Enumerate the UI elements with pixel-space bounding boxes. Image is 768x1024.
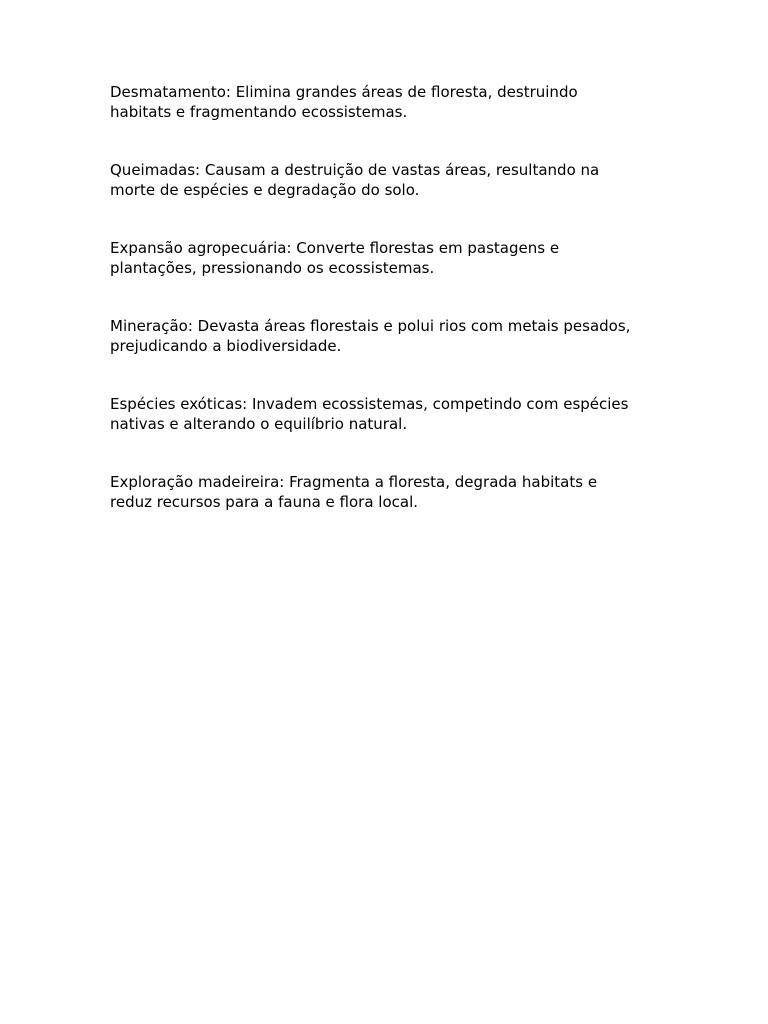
paragraph-queimadas: Queimadas: Causam a destruição de vastas áreas, resultando na morte de espécies e degradação do solo. — [110, 161, 600, 199]
paragraph-mineracao: Mineração: Devasta áreas florestais e polui rios com metais pesados, prejudicando a biodiversidade. — [110, 317, 631, 355]
paragraph-expansao-agropecuaria: Expansão agropecuária: Converte florestas em pastagens e plantações, pressionando os ecossistemas. — [110, 239, 560, 277]
paragraph-desmatamento: Desmatamento: Elimina grandes áreas de floresta, destruindo habitats e fragmentando ecossistemas. — [110, 83, 578, 121]
paragraph-exploracao-madeireira: Exploração madeireira: Fragmenta a floresta, degrada habitats e reduz recursos para a fauna e flora local. — [110, 473, 598, 511]
paragraph-especies-exoticas: Espécies exóticas: Invadem ecossistemas, competindo com espécies nativas e alterando o equilíbrio natural. — [110, 395, 629, 433]
document-page — [110, 83, 670, 551]
